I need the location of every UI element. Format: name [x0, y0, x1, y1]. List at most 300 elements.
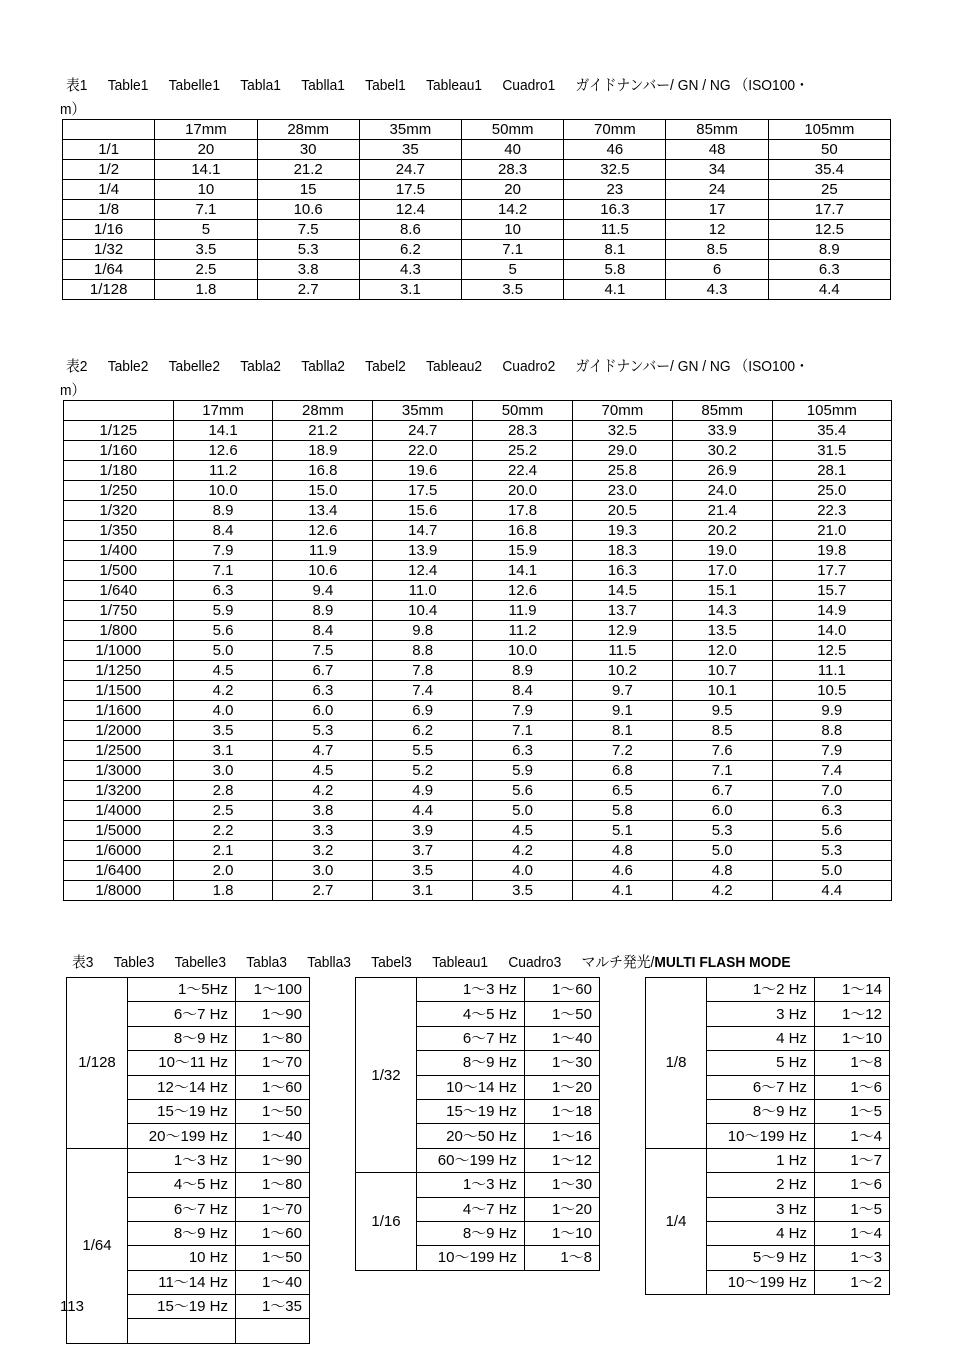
column-header: 35mm — [373, 401, 473, 421]
table-row — [64, 441, 892, 461]
guide-number-cell: 31.5 — [772, 441, 891, 461]
flash-power-cell: 1/8 — [63, 200, 155, 220]
caption-part: Tableau1 — [432, 954, 489, 971]
guide-number-cell: 15.7 — [772, 581, 891, 601]
guide-number-cell: 11.5 — [564, 220, 666, 240]
flash-count-cell: 1～6 — [815, 1173, 890, 1197]
guide-number-cell: 11.1 — [772, 661, 891, 681]
flash-power-cell: 1/1 — [63, 140, 155, 160]
guide-number-cell: 12.6 — [473, 581, 573, 601]
guide-number-cell: 6.9 — [373, 701, 473, 721]
header-row — [64, 401, 892, 421]
guide-number-cell: 5 — [155, 220, 257, 240]
frequency-cell: 8～9 Hz — [707, 1099, 815, 1123]
guide-number-cell: 24.7 — [359, 160, 461, 180]
flash-power-cell: 1/250 — [64, 481, 174, 501]
guide-number-cell: 17.5 — [373, 481, 473, 501]
flash-count-cell: 1～50 — [236, 1246, 310, 1270]
frequency-cell: 8～9 Hz — [128, 1221, 236, 1245]
guide-number-cell: 9.4 — [273, 581, 373, 601]
guide-number-cell: 12.5 — [768, 220, 890, 240]
guide-number-cell: 12 — [666, 220, 768, 240]
frequency-cell: 60～199 Hz — [417, 1148, 525, 1172]
guide-number-cell: 9.8 — [373, 621, 473, 641]
flash-count-cell: 1～8 — [525, 1246, 600, 1270]
table-row — [646, 978, 890, 1002]
caption-part: Cuadro3 — [508, 954, 562, 971]
guide-number-cell: 8.4 — [473, 681, 573, 701]
caption-part: Tablla2 — [301, 358, 345, 375]
table-row — [64, 501, 892, 521]
guide-number-cell: 35 — [359, 140, 461, 160]
guide-number-cell: 7.8 — [373, 661, 473, 681]
guide-number-cell: 15.0 — [273, 481, 373, 501]
guide-number-cell: 5.6 — [772, 821, 891, 841]
guide-number-cell: 13.4 — [273, 501, 373, 521]
guide-number-cell: 4.3 — [359, 260, 461, 280]
flash-count-cell: 1～14 — [815, 978, 890, 1002]
caption-part: Table1 — [107, 77, 149, 94]
guide-number-cell: 6.3 — [772, 801, 891, 821]
guide-number-cell: 13.7 — [572, 601, 672, 621]
flash-count-cell: 1～70 — [236, 1197, 310, 1221]
table2-caption — [66, 355, 829, 376]
flash-count-cell: 1～30 — [525, 1051, 600, 1075]
guide-number-cell: 11.5 — [572, 641, 672, 661]
guide-number-cell: 4.4 — [772, 881, 891, 901]
caption-part: Tabelle2 — [168, 358, 221, 375]
flash-count-cell: 1～5 — [815, 1197, 890, 1221]
guide-number-cell: 17.0 — [672, 561, 772, 581]
guide-number-cell: 11.2 — [473, 621, 573, 641]
guide-number-cell: 2.5 — [155, 260, 257, 280]
guide-number-cell: 10.7 — [672, 661, 772, 681]
guide-number-cell: 4.0 — [473, 861, 573, 881]
guide-number-cell: 7.9 — [772, 741, 891, 761]
guide-number-cell: 2.7 — [273, 881, 373, 901]
flash-count-cell: 1～80 — [236, 1026, 310, 1050]
flash-count-cell: 1～3 — [815, 1246, 890, 1270]
caption-part: Tableau2 — [426, 358, 483, 375]
caption-part: Cuadro1 — [502, 77, 556, 94]
table-row — [64, 701, 892, 721]
guide-number-cell: 14.5 — [572, 581, 672, 601]
frequency-cell: 1～3 Hz — [417, 978, 525, 1002]
table-row — [67, 1148, 310, 1172]
guide-number-cell: 5.3 — [672, 821, 772, 841]
guide-number-cell: 7.1 — [462, 240, 564, 260]
frequency-cell: 4 Hz — [707, 1221, 815, 1245]
guide-number-cell: 16.3 — [564, 200, 666, 220]
table-row — [64, 621, 892, 641]
guide-number-cell: 2.5 — [173, 801, 273, 821]
table-row — [64, 801, 892, 821]
table-row — [63, 280, 891, 300]
guide-number-cell: 9.5 — [672, 701, 772, 721]
caption-part: Cuadro2 — [502, 358, 556, 375]
frequency-cell: 11～14 Hz — [128, 1270, 236, 1294]
table-row — [64, 821, 892, 841]
frequency-cell: 10～199 Hz — [417, 1246, 525, 1270]
guide-number-cell: 4.3 — [666, 280, 768, 300]
flash-power-cell: 1/800 — [64, 621, 174, 641]
flash-power-cell: 1/160 — [64, 441, 174, 461]
table-row — [646, 1148, 890, 1172]
frequency-cell: 5 Hz — [707, 1051, 815, 1075]
guide-number-cell: 17.7 — [772, 561, 891, 581]
guide-number-cell: 6.2 — [359, 240, 461, 260]
guide-number-cell: 22.3 — [772, 501, 891, 521]
table-row — [63, 160, 891, 180]
guide-number-cell: 10.1 — [672, 681, 772, 701]
guide-number-cell: 46 — [564, 140, 666, 160]
column-header: 70mm — [564, 120, 666, 140]
flash-power-cell: 1/4 — [646, 1148, 707, 1294]
guide-number-cell: 1.8 — [173, 881, 273, 901]
frequency-cell: 6～7 Hz — [128, 1002, 236, 1026]
guide-number-cell: 20 — [462, 180, 564, 200]
guide-number-cell: 6.0 — [273, 701, 373, 721]
flash-count-cell: 1～100 — [236, 978, 310, 1002]
guide-number-cell: 6 — [666, 260, 768, 280]
guide-number-cell: 5.3 — [257, 240, 359, 260]
flash-count-cell: 1～7 — [815, 1148, 890, 1172]
frequency-cell: 10～11 Hz — [128, 1051, 236, 1075]
guide-number-cell: 2.7 — [257, 280, 359, 300]
table-row — [63, 260, 891, 280]
flash-count-cell: 1～2 — [815, 1270, 890, 1294]
guide-number-cell: 6.5 — [572, 781, 672, 801]
guide-number-cell: 10.6 — [257, 200, 359, 220]
guide-number-cell: 14.1 — [473, 561, 573, 581]
guide-number-cell: 6.3 — [473, 741, 573, 761]
frequency-cell: 20～199 Hz — [128, 1124, 236, 1148]
guide-number-cell: 24 — [666, 180, 768, 200]
column-header — [63, 120, 155, 140]
frequency-cell: 1～2 Hz — [707, 978, 815, 1002]
guide-number-cell: 8.1 — [564, 240, 666, 260]
flash-count-cell: 1～4 — [815, 1221, 890, 1245]
column-header — [64, 401, 174, 421]
flash-power-cell: 1/16 — [356, 1173, 417, 1271]
guide-number-cell: 8.5 — [672, 721, 772, 741]
guide-number-cell: 10.0 — [473, 641, 573, 661]
guide-number-cell: 25.2 — [473, 441, 573, 461]
flash-count-cell: 1～18 — [525, 1099, 600, 1123]
flash-power-cell: 1/3200 — [64, 781, 174, 801]
caption-part: Tabla2 — [240, 358, 281, 375]
guide-number-cell: 21.2 — [257, 160, 359, 180]
frequency-cell: 15～19 Hz — [128, 1295, 236, 1319]
multi-flash-table-right — [645, 977, 890, 1295]
table-row — [64, 601, 892, 621]
column-header: 17mm — [155, 120, 257, 140]
flash-count-cell: 1～40 — [525, 1026, 600, 1050]
frequency-cell: 4～7 Hz — [417, 1197, 525, 1221]
guide-number-cell: 12.9 — [572, 621, 672, 641]
guide-number-cell: 4.5 — [473, 821, 573, 841]
column-header: 85mm — [666, 120, 768, 140]
caption-part: 表2 — [66, 358, 88, 375]
table-row — [64, 681, 892, 701]
guide-number-cell: 8.9 — [473, 661, 573, 681]
guide-number-cell: 15 — [257, 180, 359, 200]
table-row — [64, 641, 892, 661]
caption-part: マルチ発光/ — [581, 954, 655, 971]
guide-number-cell: 19.3 — [572, 521, 672, 541]
guide-number-cell: 6.3 — [173, 581, 273, 601]
guide-number-cell: 2.8 — [173, 781, 273, 801]
table-row — [63, 240, 891, 260]
guide-number-cell: 4.2 — [672, 881, 772, 901]
guide-number-cell: 19.0 — [672, 541, 772, 561]
guide-number-cell: 7.1 — [173, 561, 273, 581]
flash-count-cell: 1～50 — [525, 1002, 600, 1026]
flash-count-cell: 1～20 — [525, 1197, 600, 1221]
guide-number-cell: 11.9 — [473, 601, 573, 621]
guide-number-cell: 8.9 — [273, 601, 373, 621]
flash-count-cell: 1～70 — [236, 1051, 310, 1075]
table1-caption-wrap: m） — [60, 101, 86, 118]
guide-number-cell: 5.2 — [373, 761, 473, 781]
flash-count-cell: 1～40 — [236, 1124, 310, 1148]
guide-number-cell: 6.8 — [572, 761, 672, 781]
guide-number-cell: 8.5 — [666, 240, 768, 260]
guide-number-cell: 7.5 — [273, 641, 373, 661]
table-row — [64, 521, 892, 541]
guide-number-cell: 6.7 — [273, 661, 373, 681]
column-header: 50mm — [462, 120, 564, 140]
table-row — [64, 721, 892, 741]
guide-number-cell: 8.8 — [373, 641, 473, 661]
guide-number-cell: 15.9 — [473, 541, 573, 561]
guide-number-cell: 16.8 — [473, 521, 573, 541]
caption-part: Tabelle1 — [168, 77, 221, 94]
guide-number-cell: 40 — [462, 140, 564, 160]
column-header: 17mm — [173, 401, 273, 421]
header-row — [63, 120, 891, 140]
guide-number-cell: 6.2 — [373, 721, 473, 741]
flash-power-cell: 1/2000 — [64, 721, 174, 741]
guide-number-cell: 4.2 — [173, 681, 273, 701]
frequency-cell: 2 Hz — [707, 1173, 815, 1197]
guide-number-cell: 5.1 — [572, 821, 672, 841]
table-row — [356, 978, 600, 1002]
guide-number-cell: 32.5 — [572, 421, 672, 441]
flash-power-cell: 1/180 — [64, 461, 174, 481]
column-header: 28mm — [273, 401, 373, 421]
guide-number-cell: 20.2 — [672, 521, 772, 541]
guide-number-cell: 8.8 — [772, 721, 891, 741]
guide-number-cell: 22.0 — [373, 441, 473, 461]
table-row — [64, 461, 892, 481]
flash-power-cell: 1/4 — [63, 180, 155, 200]
guide-number-cell: 23.0 — [572, 481, 672, 501]
caption-bold: MULTI FLASH MODE — [654, 954, 791, 971]
frequency-cell: 1～3 Hz — [417, 1173, 525, 1197]
column-header: 85mm — [672, 401, 772, 421]
guide-number-cell: 14.2 — [462, 200, 564, 220]
guide-number-cell: 3.5 — [462, 280, 564, 300]
frequency-cell: 10～199 Hz — [707, 1124, 815, 1148]
table-row — [63, 200, 891, 220]
guide-number-cell: 10.4 — [373, 601, 473, 621]
guide-number-cell: 34 — [666, 160, 768, 180]
guide-number-cell: 3.5 — [173, 721, 273, 741]
flash-power-cell: 1/350 — [64, 521, 174, 541]
guide-number-cell: 35.4 — [772, 421, 891, 441]
frequency-cell: 10 Hz — [128, 1246, 236, 1270]
caption-part: Tableau1 — [426, 77, 483, 94]
guide-number-cell: 17 — [666, 200, 768, 220]
guide-number-cell: 3.1 — [173, 741, 273, 761]
flash-power-cell: 1/16 — [63, 220, 155, 240]
guide-number-cell: 5.0 — [473, 801, 573, 821]
caption-part: Table3 — [113, 954, 155, 971]
table-row — [63, 140, 891, 160]
caption-part: 表3 — [72, 954, 94, 971]
guide-number-cell: 7.2 — [572, 741, 672, 761]
guide-number-cell: 16.8 — [273, 461, 373, 481]
flash-count-cell: 1～60 — [236, 1221, 310, 1245]
table-row — [64, 481, 892, 501]
caption-part: Tabel2 — [365, 358, 406, 375]
guide-number-cell: 12.0 — [672, 641, 772, 661]
guide-number-cell: 6.3 — [273, 681, 373, 701]
guide-number-cell: 14.3 — [672, 601, 772, 621]
flash-power-cell: 1/128 — [67, 978, 128, 1149]
guide-number-cell: 4.0 — [173, 701, 273, 721]
guide-number-cell: 21.4 — [672, 501, 772, 521]
guide-number-cell: 6.7 — [672, 781, 772, 801]
guide-number-cell: 12.6 — [273, 521, 373, 541]
guide-number-cell: 7.1 — [672, 761, 772, 781]
page-number: 113 — [60, 1298, 84, 1315]
guide-number-cell: 25 — [768, 180, 890, 200]
guide-number-cell: 4.2 — [473, 841, 573, 861]
guide-number-cell: 33.9 — [672, 421, 772, 441]
guide-number-cell: 11.0 — [373, 581, 473, 601]
guide-number-cell: 8.9 — [173, 501, 273, 521]
guide-number-cell: 2.1 — [173, 841, 273, 861]
table3-caption — [72, 951, 791, 972]
guide-number-cell: 19.6 — [373, 461, 473, 481]
frequency-cell: 4～5 Hz — [128, 1173, 236, 1197]
guide-number-cell: 4.1 — [572, 881, 672, 901]
flash-count-cell: 1～16 — [525, 1124, 600, 1148]
frequency-cell: 3 Hz — [707, 1002, 815, 1026]
flash-count-cell: 1～10 — [525, 1221, 600, 1245]
guide-number-cell: 7.5 — [257, 220, 359, 240]
guide-number-cell: 24.7 — [373, 421, 473, 441]
flash-count-cell — [236, 1319, 310, 1343]
guide-number-cell: 3.5 — [155, 240, 257, 260]
table-row — [64, 881, 892, 901]
guide-number-cell: 48 — [666, 140, 768, 160]
caption-part: Tablla1 — [301, 77, 345, 94]
guide-number-cell: 5.9 — [473, 761, 573, 781]
guide-number-cell: 23 — [564, 180, 666, 200]
frequency-cell: 6～7 Hz — [707, 1075, 815, 1099]
frequency-cell: 5～9 Hz — [707, 1246, 815, 1270]
guide-number-cell: 4.5 — [273, 761, 373, 781]
guide-number-cell: 5.9 — [173, 601, 273, 621]
frequency-cell: 3 Hz — [707, 1197, 815, 1221]
guide-number-cell: 11.9 — [273, 541, 373, 561]
guide-number-cell: 11.2 — [173, 461, 273, 481]
guide-number-cell: 21.2 — [273, 421, 373, 441]
flash-count-cell: 1～40 — [236, 1270, 310, 1294]
table1-caption — [66, 74, 829, 95]
flash-power-cell: 1/3000 — [64, 761, 174, 781]
flash-power-cell: 1/8000 — [64, 881, 174, 901]
guide-number-cell: 4.5 — [173, 661, 273, 681]
flash-power-cell: 1/64 — [63, 260, 155, 280]
guide-number-cell: 4.4 — [768, 280, 890, 300]
guide-number-cell: 7.0 — [772, 781, 891, 801]
caption-part: Tablla3 — [307, 954, 351, 971]
guide-number-cell: 5.0 — [173, 641, 273, 661]
guide-number-cell: 4.2 — [273, 781, 373, 801]
flash-count-cell: 1～4 — [815, 1124, 890, 1148]
flash-power-cell: 1/125 — [64, 421, 174, 441]
guide-number-cell: 4.1 — [564, 280, 666, 300]
flash-power-cell: 1/32 — [356, 978, 417, 1173]
flash-count-cell: 1～80 — [236, 1173, 310, 1197]
guide-number-cell: 2.0 — [173, 861, 273, 881]
frequency-cell: 1 Hz — [707, 1148, 815, 1172]
guide-number-cell: 5.6 — [173, 621, 273, 641]
guide-number-cell: 6.3 — [768, 260, 890, 280]
guide-number-cell: 17.5 — [359, 180, 461, 200]
guide-number-cell: 3.5 — [473, 881, 573, 901]
guide-number-cell: 4.6 — [572, 861, 672, 881]
guide-number-cell: 10.6 — [273, 561, 373, 581]
frequency-cell: 4～5 Hz — [417, 1002, 525, 1026]
guide-number-cell: 12.6 — [173, 441, 273, 461]
guide-number-cell: 6.0 — [672, 801, 772, 821]
guide-number-cell: 14.0 — [772, 621, 891, 641]
guide-number-cell: 20.0 — [473, 481, 573, 501]
guide-number-cell: 10.5 — [772, 681, 891, 701]
guide-number-cell: 35.4 — [768, 160, 890, 180]
guide-number-cell: 12.4 — [373, 561, 473, 581]
guide-number-cell: 28.3 — [473, 421, 573, 441]
guide-number-cell: 15.1 — [672, 581, 772, 601]
table-row — [356, 1173, 600, 1197]
guide-number-cell: 3.9 — [373, 821, 473, 841]
flash-power-cell: 1/320 — [64, 501, 174, 521]
guide-number-cell: 2.2 — [173, 821, 273, 841]
guide-number-cell: 7.1 — [155, 200, 257, 220]
flash-power-cell: 1/640 — [64, 581, 174, 601]
guide-number-cell: 30.2 — [672, 441, 772, 461]
guide-number-cell: 18.3 — [572, 541, 672, 561]
guide-number-cell: 3.2 — [273, 841, 373, 861]
frequency-cell: 8～9 Hz — [417, 1051, 525, 1075]
frequency-cell: 1～3 Hz — [128, 1148, 236, 1172]
guide-number-cell: 14.7 — [373, 521, 473, 541]
guide-number-cell: 26.9 — [672, 461, 772, 481]
column-header: 35mm — [359, 120, 461, 140]
flash-count-cell: 1～10 — [815, 1026, 890, 1050]
column-header: 50mm — [473, 401, 573, 421]
flash-count-cell: 1～5 — [815, 1099, 890, 1123]
flash-count-cell: 1～6 — [815, 1075, 890, 1099]
flash-power-cell: 1/750 — [64, 601, 174, 621]
table2-caption-wrap: m） — [60, 382, 86, 399]
guide-number-cell: 4.8 — [672, 861, 772, 881]
